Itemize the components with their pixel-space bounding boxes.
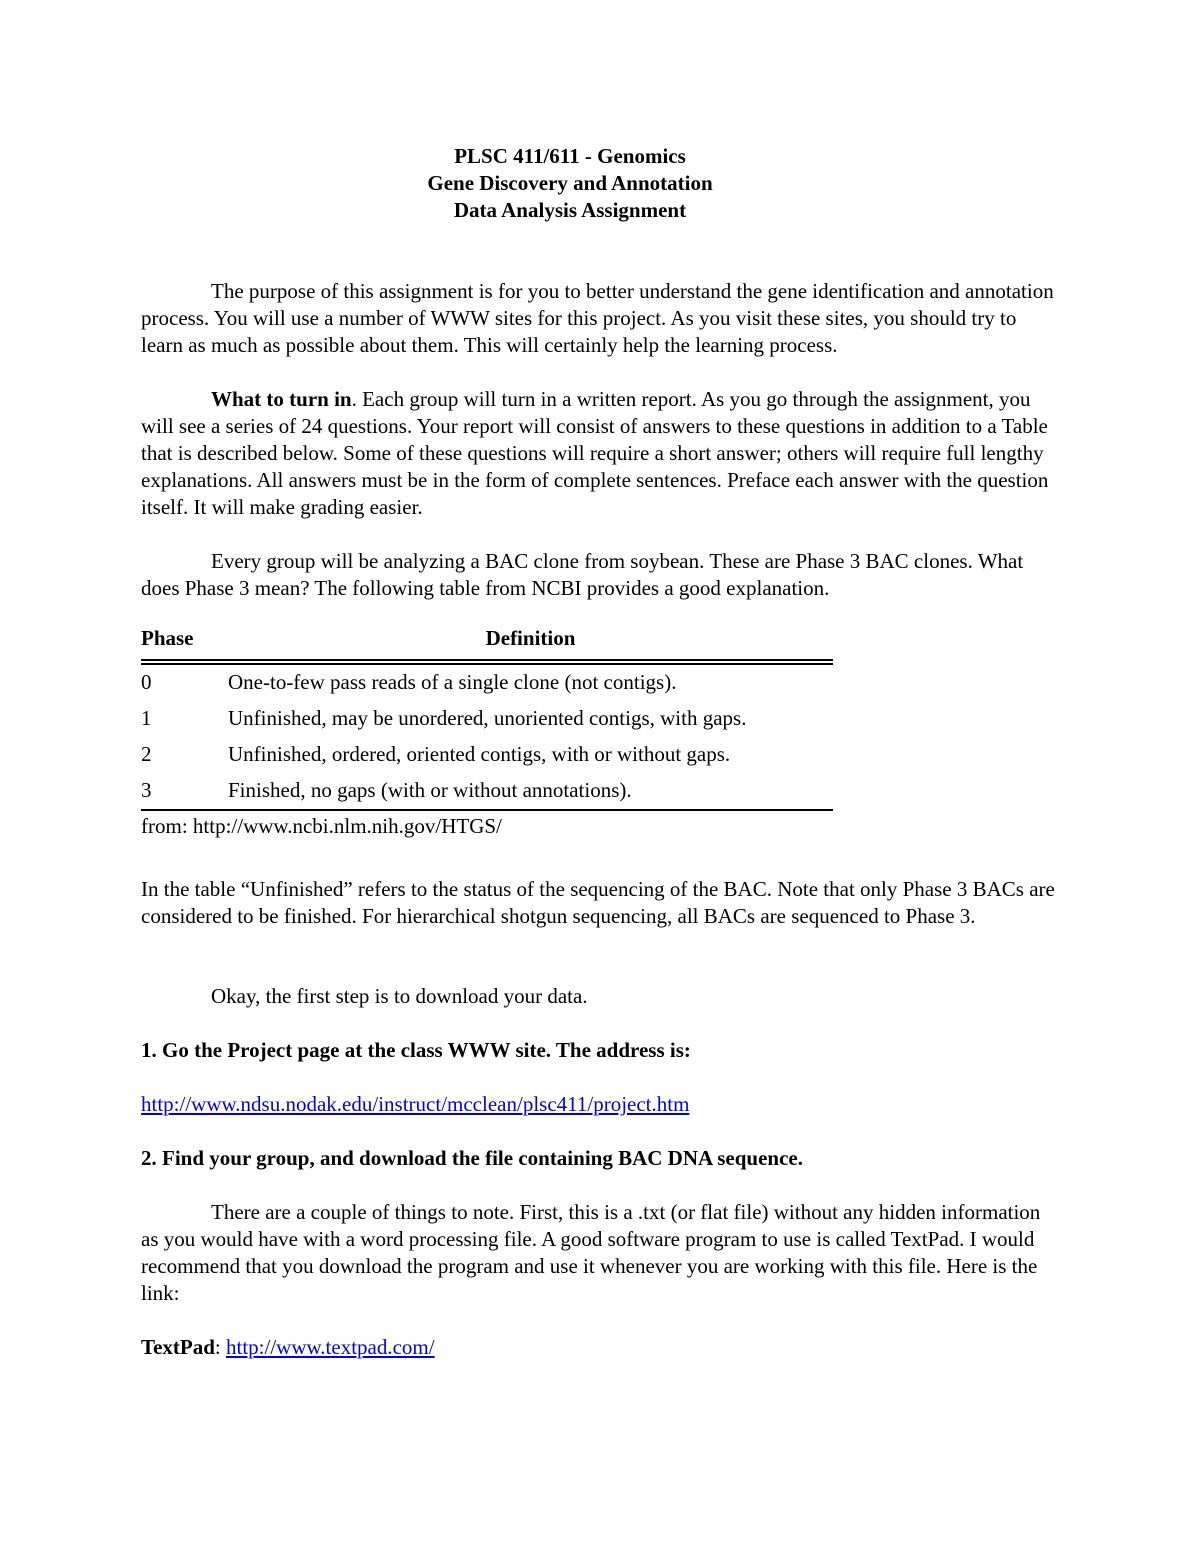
phase-cell: 2: [141, 742, 152, 766]
table-source-note: from: http://www.ncbi.nlm.nih.gov/HTGS/: [141, 814, 502, 838]
definition-cell: Unfinished, may be unordered, unoriented contigs, with gaps.: [228, 706, 747, 730]
textpad-note-paragraph: There are a couple of things to note. First, this is a .txt (or flat file) without any hidden information as you would have with a word processing file. A good software program to use is called TextPad. I would recommend that you download the program and use it whenever you are working with this file. Here is the link:: [141, 1200, 1041, 1305]
table-row: [141, 662, 833, 701]
table-row: [141, 737, 833, 773]
table-row: [141, 701, 833, 737]
turn-in-text: . Each group will turn in a written report. As you go through the assignment, you will see a series of 24 questions. Your report will consist of answers to these questions in addition to a Table that is described below. Some of these questions will require a short answer; others will require full lengthy explanations. All answers must be in the form of complete sentences. Preface each answer with the question itself. It will make grading easier.: [141, 387, 1049, 519]
phase-column-header: Phase: [141, 626, 194, 650]
definition-column-header: Definition: [485, 626, 576, 650]
first-step-paragraph: Okay, the first step is to download your data.: [211, 984, 588, 1008]
topic-title: Gene Discovery and Annotation: [427, 171, 713, 195]
document-page: [141, 143, 1061, 1361]
purpose-paragraph: The purpose of this assignment is for you to better understand the gene identification and annotation process. You will use a number of WWW sites for this project. As you visit these sites, you should try to learn as much as possible about them. This will certainly help the learning process.: [141, 279, 1054, 357]
project-page-link[interactable]: http://www.ndsu.nodak.edu/instruct/mcclean/plsc411/project.htm: [141, 1092, 690, 1116]
every-group-paragraph: Every group will be analyzing a BAC clone from soybean. These are Phase 3 BAC clones. What does Phase 3 mean? The following table from NCBI provides a good explanation.: [141, 549, 1024, 600]
unfinished-note-paragraph: In the table “Unfinished” refers to the status of the sequencing of the BAC. Note that only Phase 3 BACs are considered to be finished. For hierarchical shotgun sequencing, all BACs are sequenced to Phase 3.: [141, 877, 1055, 928]
step-1-heading: 1. Go the Project page at the class WWW site. The address is:: [141, 1038, 691, 1062]
textpad-link[interactable]: http://www.textpad.com/: [226, 1335, 435, 1359]
table-row: [141, 773, 833, 810]
assignment-title: Data Analysis Assignment: [453, 198, 687, 222]
course-title: PLSC 411/611 - Genomics: [454, 144, 686, 168]
step-2-heading: 2. Find your group, and download the file containing BAC DNA sequence.: [141, 1146, 804, 1170]
turn-in-label: What to turn in: [211, 387, 352, 411]
phase-cell: 0: [141, 670, 152, 694]
textpad-link-paragraph: [141, 1334, 1061, 1361]
textpad-label: TextPad: [141, 1335, 215, 1359]
document-title-block: [79, 143, 1061, 224]
project-link-paragraph: [141, 1091, 1061, 1118]
phase-cell: 3: [141, 778, 152, 802]
phase-table-header-row: [141, 625, 833, 662]
turn-in-paragraph: [141, 386, 1061, 521]
phase-table: [141, 625, 833, 811]
phase-cell: 1: [141, 706, 152, 730]
definition-cell: Finished, no gaps (with or without annotations).: [228, 778, 632, 802]
textpad-separator: :: [214, 1335, 226, 1359]
definition-cell: Unfinished, ordered, oriented contigs, with or without gaps.: [228, 742, 731, 766]
definition-cell: One-to-few pass reads of a single clone (not contigs).: [228, 670, 677, 694]
